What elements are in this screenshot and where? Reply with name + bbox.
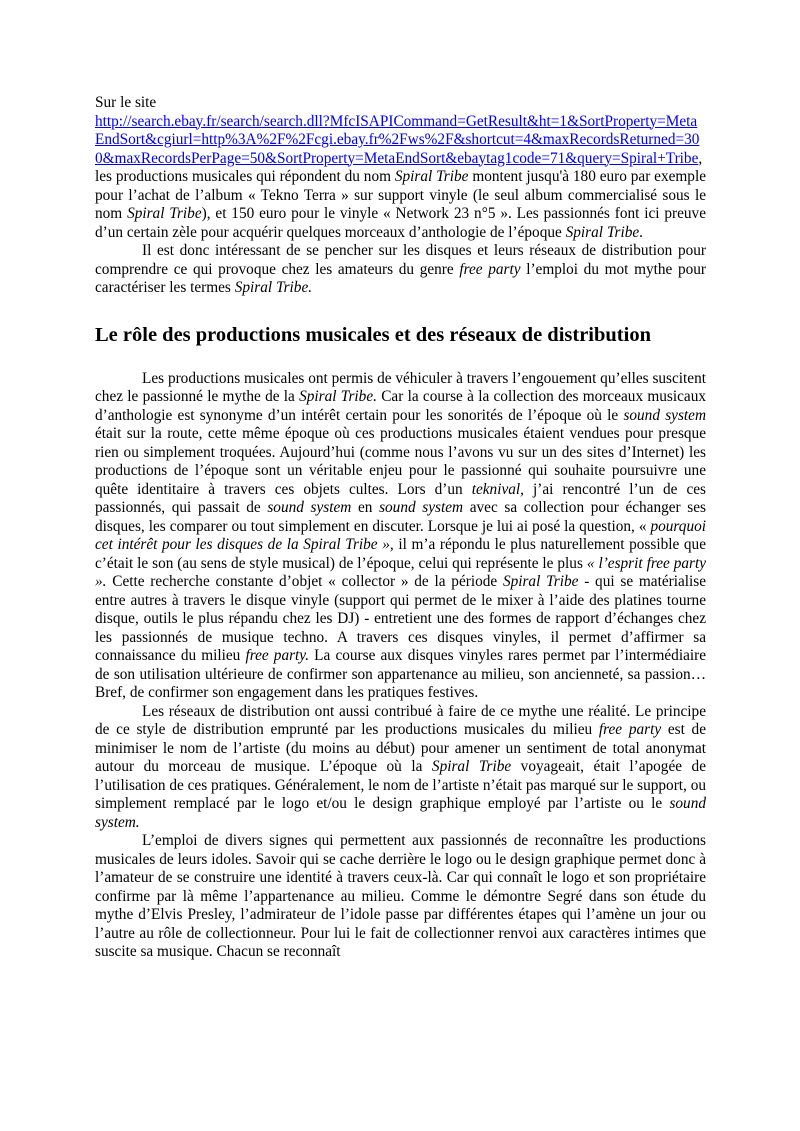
- italic-term: pourquoi cet intérêt pour les disques de la Spiral Tribe »,: [95, 517, 706, 553]
- paragraph-intro-text: Sur le site: [95, 94, 157, 111]
- italic-term: sound system.: [95, 795, 706, 831]
- text-run: montent jusqu'à 180 euro par exemple pour l’achat de l’album « Tekno Terra » sur support vinyle (le seul album commercialisé sous le nom: [95, 168, 706, 222]
- paragraph-myth-intro: [95, 242, 706, 298]
- italic-term: free party: [598, 721, 662, 738]
- text-run: il m’a répondu le plus naturellement possible que c’était le son (au sens de style musical) de l’époque, celui qui représente le plus: [95, 536, 706, 572]
- paragraph-musical-productions: [95, 370, 706, 703]
- text-run: Les réseaux de distribution ont aussi contribué à faire de ce mythe une réalité. Le principe de ce style de distribution emprunté par les productions musicales du milieu: [95, 702, 706, 738]
- italic-term: Spiral Tribe: [394, 168, 469, 185]
- italic-term: free party.: [245, 647, 310, 664]
- italic-term: Spiral Tribe.: [234, 279, 313, 296]
- paragraph-ebay-prices: [95, 94, 706, 242]
- text-run: l’emploi du mot mythe pour caractériser les termes: [95, 260, 707, 296]
- text-run: est de minimiser le nom de l’artiste (du moins au début) pour amener un sentiment de total anonymat autour du morceau de musique. L’époque où la: [95, 721, 706, 775]
- text-run: Les productions musicales ont permis de véhiculer à travers l’engouement qu’elles suscitent chez le passionné le mythe de la: [95, 369, 706, 405]
- italic-term: Spiral Tribe: [431, 758, 512, 775]
- italic-term: « l’esprit free party ».: [95, 554, 707, 590]
- text-run: j’ai rencontré l’un de ces passionnés, qui passait de: [95, 480, 706, 516]
- italic-term: sound system: [379, 499, 464, 516]
- text-run: , les productions musicales qui répondent du nom: [95, 149, 703, 185]
- italic-term: Spiral Tribe: [565, 223, 640, 241]
- italic-term: teknival,: [471, 480, 524, 498]
- italic-term: free party: [459, 260, 521, 278]
- text-run: ), et 150 euro pour le vinyle « Network 23 n°5 ». Les passionnés font ici preuve d’un certain zèle pour acquérir quelques morceaux d’anthologie de l’époque: [95, 205, 706, 241]
- text-run: était sur la route, cette même époque où ces productions musicales étaient vendues pour presque rien ou simplement troquées. Aujourd’hui (comme nous l’avons vu sur un des sites d’Internet) les productions de l’époque sont un véritable enjeu pour le passionné qui souhaite poursuivre une quête identitaire à travers ces objets cultes. Lors d’un: [95, 425, 706, 498]
- italic-term: Spiral Tribe: [127, 205, 202, 222]
- text-run: avec sa collection pour échanger ses disques, les comparer ou tout simplement en discuter. Lorsque je lui ai posé la question, «: [95, 499, 706, 535]
- text-run: en: [351, 499, 380, 516]
- text-run: Car la course à la collection des morceaux musicaux d’anthologie est synonyme d’un intérêt certain pour les sonorités de l’époque où le: [95, 388, 706, 424]
- ebay-search-link[interactable]: http://search.ebay.fr/search/search.dll?MfcISAPICommand=GetResult&ht=1&SortProperty=MetaEndSort&cgiurl=http%3A%2F%2Fcgi.ebay.fr%2Fws%2F&shortcut=4&maxRecordsReturned=300&maxRecordsPerPage=50&SortProperty=MetaEndSort&ebaytag1code=71&query=Spiral+Tribe: [95, 112, 700, 167]
- text-run: Il est donc intéressant de se pencher sur les disques et leurs réseaux de distribution pour comprendre ce qui provoque chez les amateurs du genre: [95, 242, 706, 278]
- paragraph-signs-collector: L’emploi de divers signes qui permettent aux passionnés de reconnaître les productions musicales de leurs idoles. Savoir qui se cache derrière le logo ou le design graphique permet donc à l’amateur de se construire une identité à travers ceux-là. Car qui connaît le logo et son propriétaire confirme par là même l’appartenance au milieu. Comme le démontre Segré dans son étude du mythe d’Elvis Presley, l’admirateur de l’idole passe par différentes étapes qui l’amène un jour ou l’autre au rôle de collectionneur. Pour lui le fait de collectionner renvoi aux caractères intimes que suscite sa musique. Chacun se reconnaît: [95, 832, 706, 960]
- text-run: .: [639, 223, 643, 241]
- italic-term: Spiral Tribe: [502, 573, 579, 590]
- italic-term: sound system: [267, 499, 352, 516]
- paragraph-distribution-networks: [95, 703, 706, 833]
- text-run: La course aux disques vinyles rares permet par l’intermédiaire de son utilisation ultérieure de confirmer son appartenance au milieu, son ancienneté, sa passion… Bref, de confirmer son engagement dans les pratiques festives.: [95, 647, 706, 701]
- text-run: voyageait, était l’apogée de l’utilisation de ces pratiques. Généralement, le nom de l’artiste n’était pas marqué sur le support, ou simplement remplacé par le logo et/ou le design graphique employé par l’artiste ou le: [95, 758, 706, 812]
- italic-term: Spiral Tribe.: [299, 388, 377, 405]
- text-run: - qui se matérialise entre autres à travers le disque vinyle (support qui permet de le mixer à l’aide des platines tourne disque, outils le plus répandu chez les DJ) - entretient une des formes de rapport d’échanges chez les passionnés de musique techno. A travers ces disques vinyles, il permet d’affirmer sa connaissance du milieu: [95, 573, 706, 664]
- text-run: Cette recherche constante d’objet « collector » de la période: [106, 573, 503, 590]
- italic-term: sound system: [623, 406, 706, 424]
- section-heading: Le rôle des productions musicales et des réseaux de distribution: [95, 323, 651, 346]
